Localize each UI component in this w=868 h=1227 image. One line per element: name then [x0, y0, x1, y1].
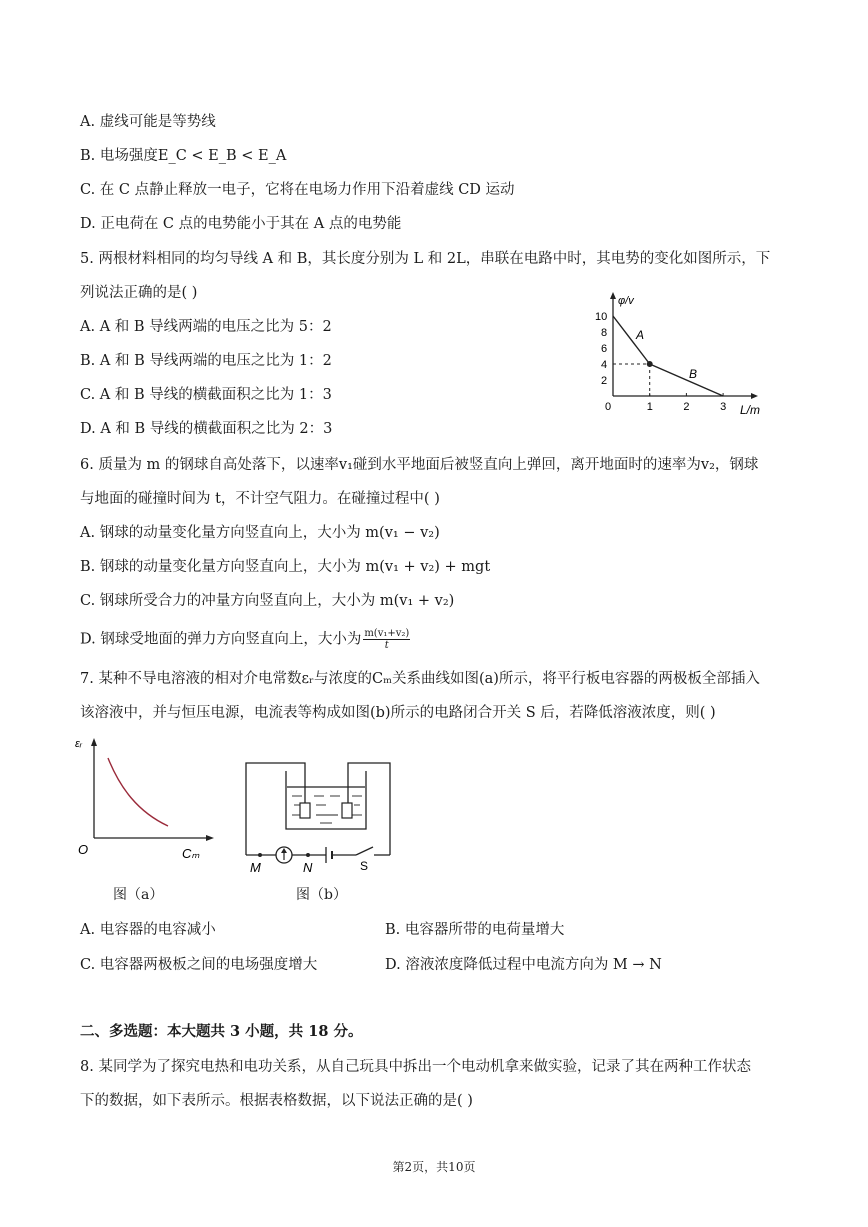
q6-stem-line1: 6. 质量为 m 的钢球自高处落下，以速率v₁碰到水平地面后被竖直向上弹回，离开地面时的速率为v₂，钢球 [80, 457, 759, 473]
q5-stem-line2: 列说法正确的是( ) [80, 285, 198, 301]
q5-x-arrow-icon [751, 393, 758, 399]
q7b-node-m [258, 853, 262, 857]
q4-option-d: D. 正电荷在 C 点的电势能小于其在 A 点的电势能 [80, 216, 402, 232]
q7b-node-n [306, 853, 310, 857]
q7-option-b: B. 电容器所带的电荷量增大 [385, 922, 565, 938]
q5-x-tick-label: 3 [720, 401, 727, 413]
q7b-capacitor-plate-left [300, 803, 310, 818]
q6-fraction-numerator: m(v₁+v₂) [364, 628, 410, 639]
q7a-y-arrow-icon [91, 738, 97, 746]
q5-label-a: A [636, 328, 645, 342]
q6-fraction [363, 628, 410, 651]
q5-x-label: L/m [740, 403, 761, 417]
q4-option-a: A. 虚线可能是等势线 [80, 114, 216, 130]
q7a-curve [108, 758, 168, 826]
q5-junction-point [647, 361, 653, 367]
q7b-label-n: N [303, 860, 313, 875]
q5-y-tick-label: 10 [595, 311, 608, 323]
q7a-y-label: εᵣ [75, 738, 82, 750]
q7-figure-b [240, 755, 400, 877]
q5-stem-line1: 5. 两根材料相同的均匀导线 A 和 B，其长度分别为 L 和 2L，串联在电路中时，其电势的变化如图所示，下 [80, 251, 771, 267]
q7b-beaker [286, 771, 366, 829]
q4-option-b: B. 电场强度E_C < E_B < E_A [80, 148, 287, 164]
q5-label-b: B [689, 367, 698, 381]
q6-option-b: B. 钢球的动量变化量方向竖直向上，大小为 m(v₁ + v₂) + mgt [80, 559, 491, 575]
q5-origin-label: 0 [605, 401, 612, 413]
q7b-capacitor-plate-right [342, 803, 352, 818]
q6-option-d-text: D. 钢球受地面的弹力方向竖直向上，大小为 [80, 631, 362, 648]
q7-option-d: D. 溶液浓度降低过程中电流方向为 M → N [385, 957, 662, 973]
q5-y-tick-label: 4 [601, 359, 608, 371]
q6-option-c: C. 钢球所受合力的冲量方向竖直向上，大小为 m(v₁ + v₂) [80, 593, 455, 609]
q5-line-segment-a [613, 316, 650, 364]
q5-x-tick-label: 2 [683, 401, 690, 413]
q5-y-label: φ/v [618, 295, 634, 307]
q6-option-a: A. 钢球的动量变化量方向竖直向上，大小为 m(v₁ − v₂) [80, 525, 440, 541]
q7-caption-a: 图（a） [113, 887, 164, 903]
q7b-circuit-wire-left [246, 763, 305, 855]
q5-option-c: C. A 和 B 导线的横截面积之比为 1：3 [80, 387, 332, 403]
q5-y-tick-label: 8 [601, 327, 608, 339]
q5-y-tick-label: 2 [601, 375, 608, 387]
q6-fraction-denominator: t [384, 640, 389, 651]
q7b-circuit-wire-right [348, 763, 390, 855]
page-number-footer: 第2页，共10页 [392, 1160, 476, 1174]
q7b-switch-icon [356, 847, 373, 855]
q6-option-d [80, 628, 410, 651]
q5-option-b: B. A 和 B 导线两端的电压之比为 1：2 [80, 353, 332, 369]
q7b-label-s: S [360, 859, 369, 873]
q7a-origin-label: O [78, 842, 89, 857]
q7-option-c: C. 电容器两极板之间的电场强度增大 [80, 957, 318, 973]
q6-stem-line2: 与地面的碰撞时间为 t，不计空气阻力。在碰撞过程中( ) [80, 491, 440, 507]
q7a-x-arrow-icon [206, 835, 214, 841]
q5-y-tick-label: 6 [601, 343, 608, 355]
section2-title: 二、多选题：本大题共 3 小题，共 18 分。 [80, 1023, 363, 1040]
q7b-label-m: M [250, 860, 261, 875]
q4-option-c: C. 在 C 点静止释放一电子，它将在电场力作用下沿着虚线 CD 运动 [80, 182, 515, 198]
q7-option-a: A. 电容器的电容减小 [80, 922, 216, 938]
q5-option-d: D. A 和 B 导线的横截面积之比为 2：3 [80, 421, 333, 437]
q7-stem-line2: 该溶液中，并与恒压电源，电流表等构成如图(b)所示的电路闭合开关 S 后，若降低溶液浓度，则( ) [80, 705, 716, 721]
q7-figure-a [72, 732, 222, 872]
q5-potential-graph [585, 288, 785, 423]
q7a-x-label: Cₘ [182, 846, 200, 861]
q5-line-segment-b [650, 364, 723, 396]
q5-option-a: A. A 和 B 导线两端的电压之比为 5：2 [80, 319, 332, 335]
q5-y-arrow-icon [610, 292, 616, 299]
q7-caption-b: 图（b） [296, 887, 347, 903]
q5-x-tick-label: 1 [646, 401, 653, 413]
q7-stem-line1: 7. 某种不导电溶液的相对介电常数εᵣ与浓度的Cₘ关系曲线如图(a)所示，将平行板电容器的两极板全部插入 [80, 671, 760, 687]
q8-stem-line2: 下的数据，如下表所示。根据表格数据，以下说法正确的是( ) [80, 1093, 473, 1109]
q8-stem-line1: 8. 某同学为了探究电热和电功关系，从自己玩具中拆出一个电动机拿来做实验，记录了其在两种工作状态 [80, 1059, 751, 1075]
